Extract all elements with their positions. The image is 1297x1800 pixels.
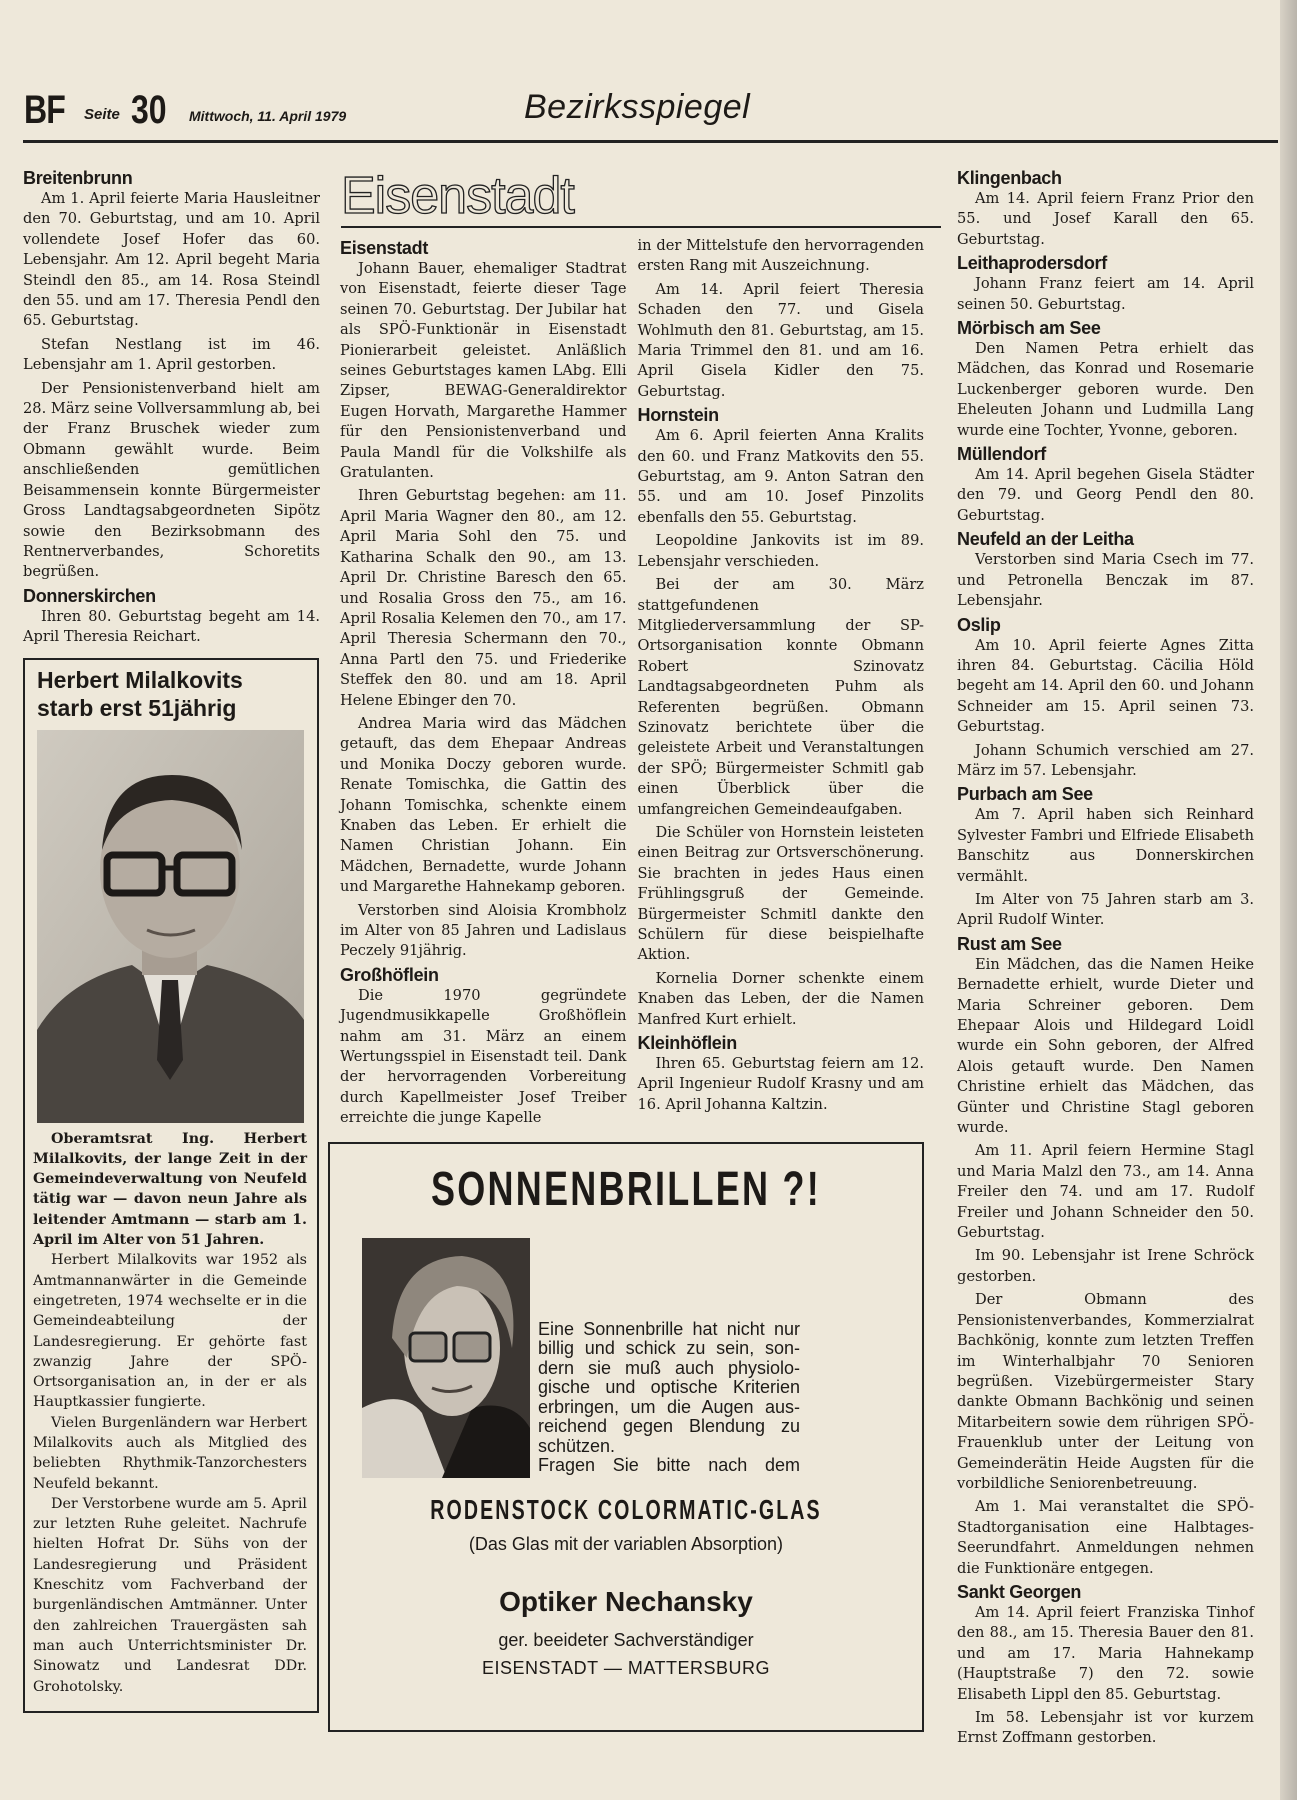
article-section <box>638 405 925 1030</box>
article-heading: Eisenstadt <box>340 238 429 258</box>
article-paragraph: Ihren Geburtstag begehen: am 11. April Maria Wagner den 80., am 12. April Maria Sohl den 75. und Katharina Schalk den 90., am 13. April Dr. Christine Baresch den 65. und Rosalia Gross den 75., am 16. April Rosalia Kelemen den 70., am 17. April Theresia Schermann den 70., Anna Partl den 75. und Friederike Steffek den 80. und am 18. April Helene Ebinger den 70. <box>340 487 627 709</box>
section-title: Bezirksspiegel <box>524 88 751 126</box>
ad-body-line: Eine Sonnenbrille hat nicht nur <box>538 1318 800 1339</box>
article-section <box>638 1033 925 1115</box>
obituary-box <box>23 658 319 1713</box>
article-paragraph: Am 1. April feierte Maria Hausleitner den 70. Geburtstag, und am 10. April vollendete Josef Hofer das 60. Lebensjahr. Am 12. April begeht Maria Steindl den 85., am 14. Rosa Steindl den 55. und am 17. Theresia Pendl den 65. Geburtstag. <box>23 190 320 330</box>
article-section <box>957 168 1254 250</box>
article-paragraph: Ihren 80. Geburtstag begeht am 14. April Theresia Reichart. <box>23 607 320 646</box>
article-heading: Neufeld an der Leitha <box>957 529 1134 550</box>
ad-cities: EISENSTADT — MATTERSBURG <box>481 1657 771 1678</box>
article-paragraph: Im Alter von 75 Jahren starb am 3. April Rudolf Winter. <box>957 890 1254 929</box>
column-mid-left <box>340 236 627 1132</box>
article-section <box>23 168 320 583</box>
article-paragraph: Stefan Nestlang ist im 46. Lebensjahr am 1. April gestorben. <box>23 335 320 374</box>
article-paragraph: Der Obmann des Pensionistenverbandes, Kommerzialrat Bachkönig, konnte zum letzten Treffen im Winterhalbjahr 70 Senioren begrüßen. Vizebürgermeister Stary dankte Obmann Bachkönig und seinen Mitarbeitern sowie dem rührigen SPÖ-Frauenklub unter der Leitung von Gemeinderätin Heide Augsten für die vorbildliche Seniorenbetreuung. <box>957 1291 1254 1492</box>
sunglasses-advertisement <box>328 1142 924 1732</box>
ad-body-line: dern sie muß auch physiolo- <box>538 1357 800 1378</box>
article-paragraph: Ein Mädchen, das die Namen Heike Bernadette erhielt, wurde Dieter und Maria Schreiner geboren. Dem Ehepaar Alois und Hildegard Loidl wurde ein Sohn geboren, der Alfred Alois getauft wurde. Den Namen Christine erhielt das Mädchen, das Günter und Christine Stagl geboren wurde. <box>957 955 1254 1137</box>
article-section <box>957 784 1254 930</box>
article-paragraph: Johann Schumich verschied am 27. März im 57. Lebensjahr. <box>957 741 1254 779</box>
article-paragraph: Am 11. April feiern Hermine Stagl und Maria Malzl den 73., am 14. Anna Freiler den 74. und am 17. Rudolf Freiler und Johann Schneider den 50. Geburtstag. <box>957 1142 1254 1242</box>
article-section <box>957 318 1254 441</box>
article-paragraph: Die 1970 gegründete Jugendmusikkapelle Großhöflein nahm am 31. März an einem Wertungsspiel in Eisenstadt teil. Dank der hervorragenden Vorbereitung durch Kapellmeister Josef Treiber erreichte die junge Kapelle <box>340 986 627 1127</box>
article-paragraph: Im 58. Lebensjahr ist vor kurzem Ernst Zoffmann gestorben. <box>957 1709 1254 1747</box>
article-heading: Klingenbach <box>957 168 1062 188</box>
obituary-lead: Oberamtsrat Ing. Herbert Milalkovits, der lange Zeit in der Gemeindeverwaltung von Neufeld tätig war — davon neun Jahre als leitender Amtmann — starb am 1. April im Alter von 51 Jahren. <box>33 1130 307 1249</box>
ad-body-line: erbringen, um die Augen aus- <box>538 1396 800 1417</box>
article-paragraph: Im 90. Lebensjahr ist Irene Schröck gestorben. <box>957 1247 1254 1285</box>
column-mid-right <box>638 236 925 1132</box>
article-section <box>340 965 627 1129</box>
article-heading: Hornstein <box>637 405 719 426</box>
article-heading: Kleinhöflein <box>637 1033 737 1054</box>
article-paragraph: Am 14. April feiert Theresia Schaden den 77. und Gisela Wohlmuth den 81. Geburtstag, am 15. Maria Trimmel den 81. und am 16. April Gisela Kidler den 75. Geburtstag. <box>637 280 924 400</box>
article-heading: Leithaprodersdorf <box>957 253 1107 274</box>
middle-columns-wrapper <box>328 236 924 1732</box>
article-paragraph: Johann Bauer, ehemaliger Stadtrat von Eisenstadt, feierte dieser Tage seinen 70. Geburtstag. Der Jubilar hat als SPÖ-Funktionär in Eisenstadt Pionierarbeit geleistet. Anläßlich seines Geburtstages kamen LAbg. Elli Zipser, BEWAG-Generaldirektor Eugen Horvath, Margarethe Hammer für den Pensionistenverband und Paula Mandl für die Volkshilfe als Gratulanten. <box>340 260 627 482</box>
article-paragraph: Bei der am 30. März stattgefundenen Mitgliederversammlung der SP-Ortsorganisation konnte Obmann Robert Szinovatz Landtagsabgeordneten Puhm als Referenten begrüßen. Obmann Szinovatz berichtete über die geleistete Arbeit und Veranstaltungen der SPÖ; Bürgermeister Schmitl gab einen Überblick über die umfangreichen Gemeindeaufgaben. <box>637 576 924 818</box>
article-paragraph: Kornelia Dorner schenkte einem Knaben das Leben, der die Namen Manfred Kurt erhielt. <box>637 969 924 1028</box>
region-logo: Eisenstadt <box>341 167 574 225</box>
article-paragraph: in der Mittelstufe den hervorragenden ersten Rang mit Auszeichnung. <box>637 237 924 275</box>
article-paragraph: Andrea Maria wird das Mädchen getauft, das dem Ehepaar Andreas und Monika Doczy geboren wurde. Renate Tomischka, die Gattin des Johann Tomischka, schenkte einem Knaben das Leben. Er erhielt die Namen Christian Johann. Ein Mädchen, Bernadette, wurde Johann und Margarethe Hahnekamp geboren. <box>340 714 627 896</box>
article-paragraph: Der Pensionistenverband hielt am 28. März seine Vollversammlung ab, bei der Franz Bruschek wieder zum Obmann gewählt wurde. Beim anschließenden gemütlichen Beisammensein konnte Bürgermeister Gross Landtagsabgeordneten Sipötz sowie den Bezirksobmann des Rentnerverbandes, Schoretits begrüßen. <box>23 379 320 581</box>
ad-brand-subtitle: (Das Glas mit der variablen Absorption) <box>468 1533 784 1554</box>
left-column-wrapper <box>23 166 319 1713</box>
middle-columns <box>328 236 924 1132</box>
paper-logo: BF <box>24 88 66 132</box>
article-paragraph: Am 14. April feiern Franz Prior den 55. und Josef Karall den 65. Geburtstag. <box>957 190 1254 248</box>
issue-date: Mittwoch, 11. April 1979 <box>189 108 347 124</box>
article-heading: Mörbisch am See <box>957 318 1101 339</box>
article-heading: Oslip <box>957 614 1001 635</box>
article-section <box>957 529 1254 611</box>
article-section <box>957 253 1254 315</box>
region-rule <box>341 226 941 228</box>
page-number: 30 <box>131 88 167 132</box>
column-right <box>957 168 1254 1749</box>
obituary-paragraph: Vielen Burgenländern war Herbert Milalkovits auch als Mitglied des beliebten Rhythmik-Tanzorchesters Neufeld bekannt. <box>33 1414 307 1492</box>
article-heading: Sankt Georgen <box>957 1581 1082 1602</box>
ad-brand: RODENSTOCK COLORMATIC-GLAS <box>430 1493 822 1525</box>
article-section <box>638 236 925 402</box>
obituary-title-line2: starb erst 51jährig <box>37 694 237 721</box>
obituary-paragraph: Der Verstorbene wurde am 5. April zur letzten Ruhe geleitet. Nachrufe hielten Hofrat Dr. Sühs von der Landesregierung und Präsident Kneschitz vom Fachverband der burgenländischen Amtmänner. Unter den zahlreichen Trauergästen sah man auch Unterrichtsminister Dr. Sinowatz und Landesrat DDr. Grohotolsky. <box>33 1495 307 1695</box>
portrait-photo <box>37 730 304 1123</box>
ad-headline: SONNENBRILLEN ?! <box>431 1162 821 1216</box>
article-heading: Purbach am See <box>957 784 1093 805</box>
article-heading: Müllendorf <box>957 444 1046 465</box>
ad-body-line: gische und optische Kriterien <box>538 1377 800 1398</box>
obituary-paragraph: Herbert Milalkovits war 1952 als Amtmannanwärter in die Gemeinde eingetreten, 1974 wechselte er in die Gemeindeabteilung der Landesregierung. Er gehörte fast zwanzig Jahre der SPÖ-Ortsorganisation an, in der er als Hauptkassier fungierte. <box>33 1252 307 1411</box>
ad-photo <box>362 1238 530 1478</box>
ad-body-line: billig und schick zu sein, son- <box>538 1338 800 1359</box>
article-paragraph: Verstorben sind Maria Csech im 77. und Petronella Benczak im 87. Lebensjahr. <box>957 551 1254 610</box>
article-section <box>957 1582 1254 1749</box>
article-heading: Donnerskirchen <box>23 585 156 606</box>
article-paragraph: Verstorben sind Aloisia Krombholz im Alter von 85 Jahren und Ladislaus Peczely 91jährig. <box>340 901 627 960</box>
article-paragraph: Am 14. April begehen Gisela Städter den 79. und Georg Pendl den 80. Geburtstag. <box>957 466 1254 524</box>
obituary-title-line1: Herbert Milalkovits <box>37 666 243 693</box>
ad-body-line: Fragen Sie bitte nach dem <box>538 1455 800 1476</box>
article-heading: Rust am See <box>957 933 1062 954</box>
ad-body-line: reichend gegen Blendung zu <box>538 1416 800 1437</box>
article-section <box>340 238 627 962</box>
article-paragraph: Am 6. April feierten Anna Kralits den 60. und Franz Matkovits den 55. Geburtstag, am 9. Anton Satran den 55. und am 10. Josef Pinzolits ebenfalls den 55. Geburtstag. <box>637 427 924 526</box>
article-section <box>23 586 320 648</box>
ad-body <box>538 1320 800 1476</box>
ad-body-line: schützen. <box>538 1435 616 1456</box>
article-section <box>957 934 1254 1579</box>
article-section <box>957 615 1254 782</box>
article-paragraph: Ihren 65. Geburtstag feiern am 12. April Ingenieur Rudolf Krasny und am 16. April Johanna Kaltzin. <box>637 1055 924 1113</box>
article-paragraph: Am 7. April haben sich Reinhard Sylvester Fambri und Elfriede Elisabeth Banschitz aus Donnerskirchen vermählt. <box>957 806 1254 885</box>
header-rule <box>23 140 1278 143</box>
scan-edge <box>1280 0 1297 1800</box>
obituary-text <box>33 1129 307 1697</box>
article-paragraph: Am 1. Mai veranstaltet die SPÖ-Stadtorganisation eine Halbtages-Seerundfahrt. Anmeldungen nehmen die Funktionäre entgegen. <box>957 1498 1254 1577</box>
article-paragraph: Die Schüler von Hornstein leisteten einen Beitrag zur Ortsverschönerung. Sie brachten in jedes Haus einen Frühlingsgruß der Gemeinde. Bürgermeister Schmitl dankte den Schülern für diese beispielhafte Aktion. <box>637 823 924 964</box>
article-paragraph: Leopoldine Jankovits ist im 89. Lebensjahr verschieden. <box>637 532 924 570</box>
article-paragraph: Am 14. April feiert Franziska Tinhof den 88., am 15. Theresia Bauer den 81. und am 17. Maria Hahnekamp (Hauptstraße 7) den 72. sowie Elisabeth Lippl den 85. Geburtstag. <box>957 1603 1254 1703</box>
obituary-title <box>37 666 317 722</box>
article-paragraph: Johann Franz feiert am 14. April seinen 50. Geburtstag. <box>957 275 1254 313</box>
article-paragraph: Den Namen Petra erhielt das Mädchen, das Konrad und Rosemarie Luckenberger geboren wurde. Den Eheleuten Johann und Ludmilla Lang wurde eine Tochter, Yvonne, geboren. <box>957 340 1254 439</box>
column-left <box>23 168 320 648</box>
article-heading: Breitenbrunn <box>23 168 133 188</box>
right-column-wrapper <box>957 166 1254 1752</box>
ad-shop-name: Optiker Nechansky <box>499 1585 753 1617</box>
article-section <box>957 444 1254 526</box>
ad-shop-subtitle: ger. beeideter Sachverständiger <box>498 1629 754 1650</box>
article-heading: Großhöflein <box>340 964 439 985</box>
article-paragraph: Am 10. April feierte Agnes Zitta ihren 84. Geburtstag. Cäcilia Höld begeht am 14. April den 60. und Johann Schneider am 15. April seinen 73. Geburtstag. <box>957 636 1254 736</box>
page-label: Seite <box>84 106 120 123</box>
